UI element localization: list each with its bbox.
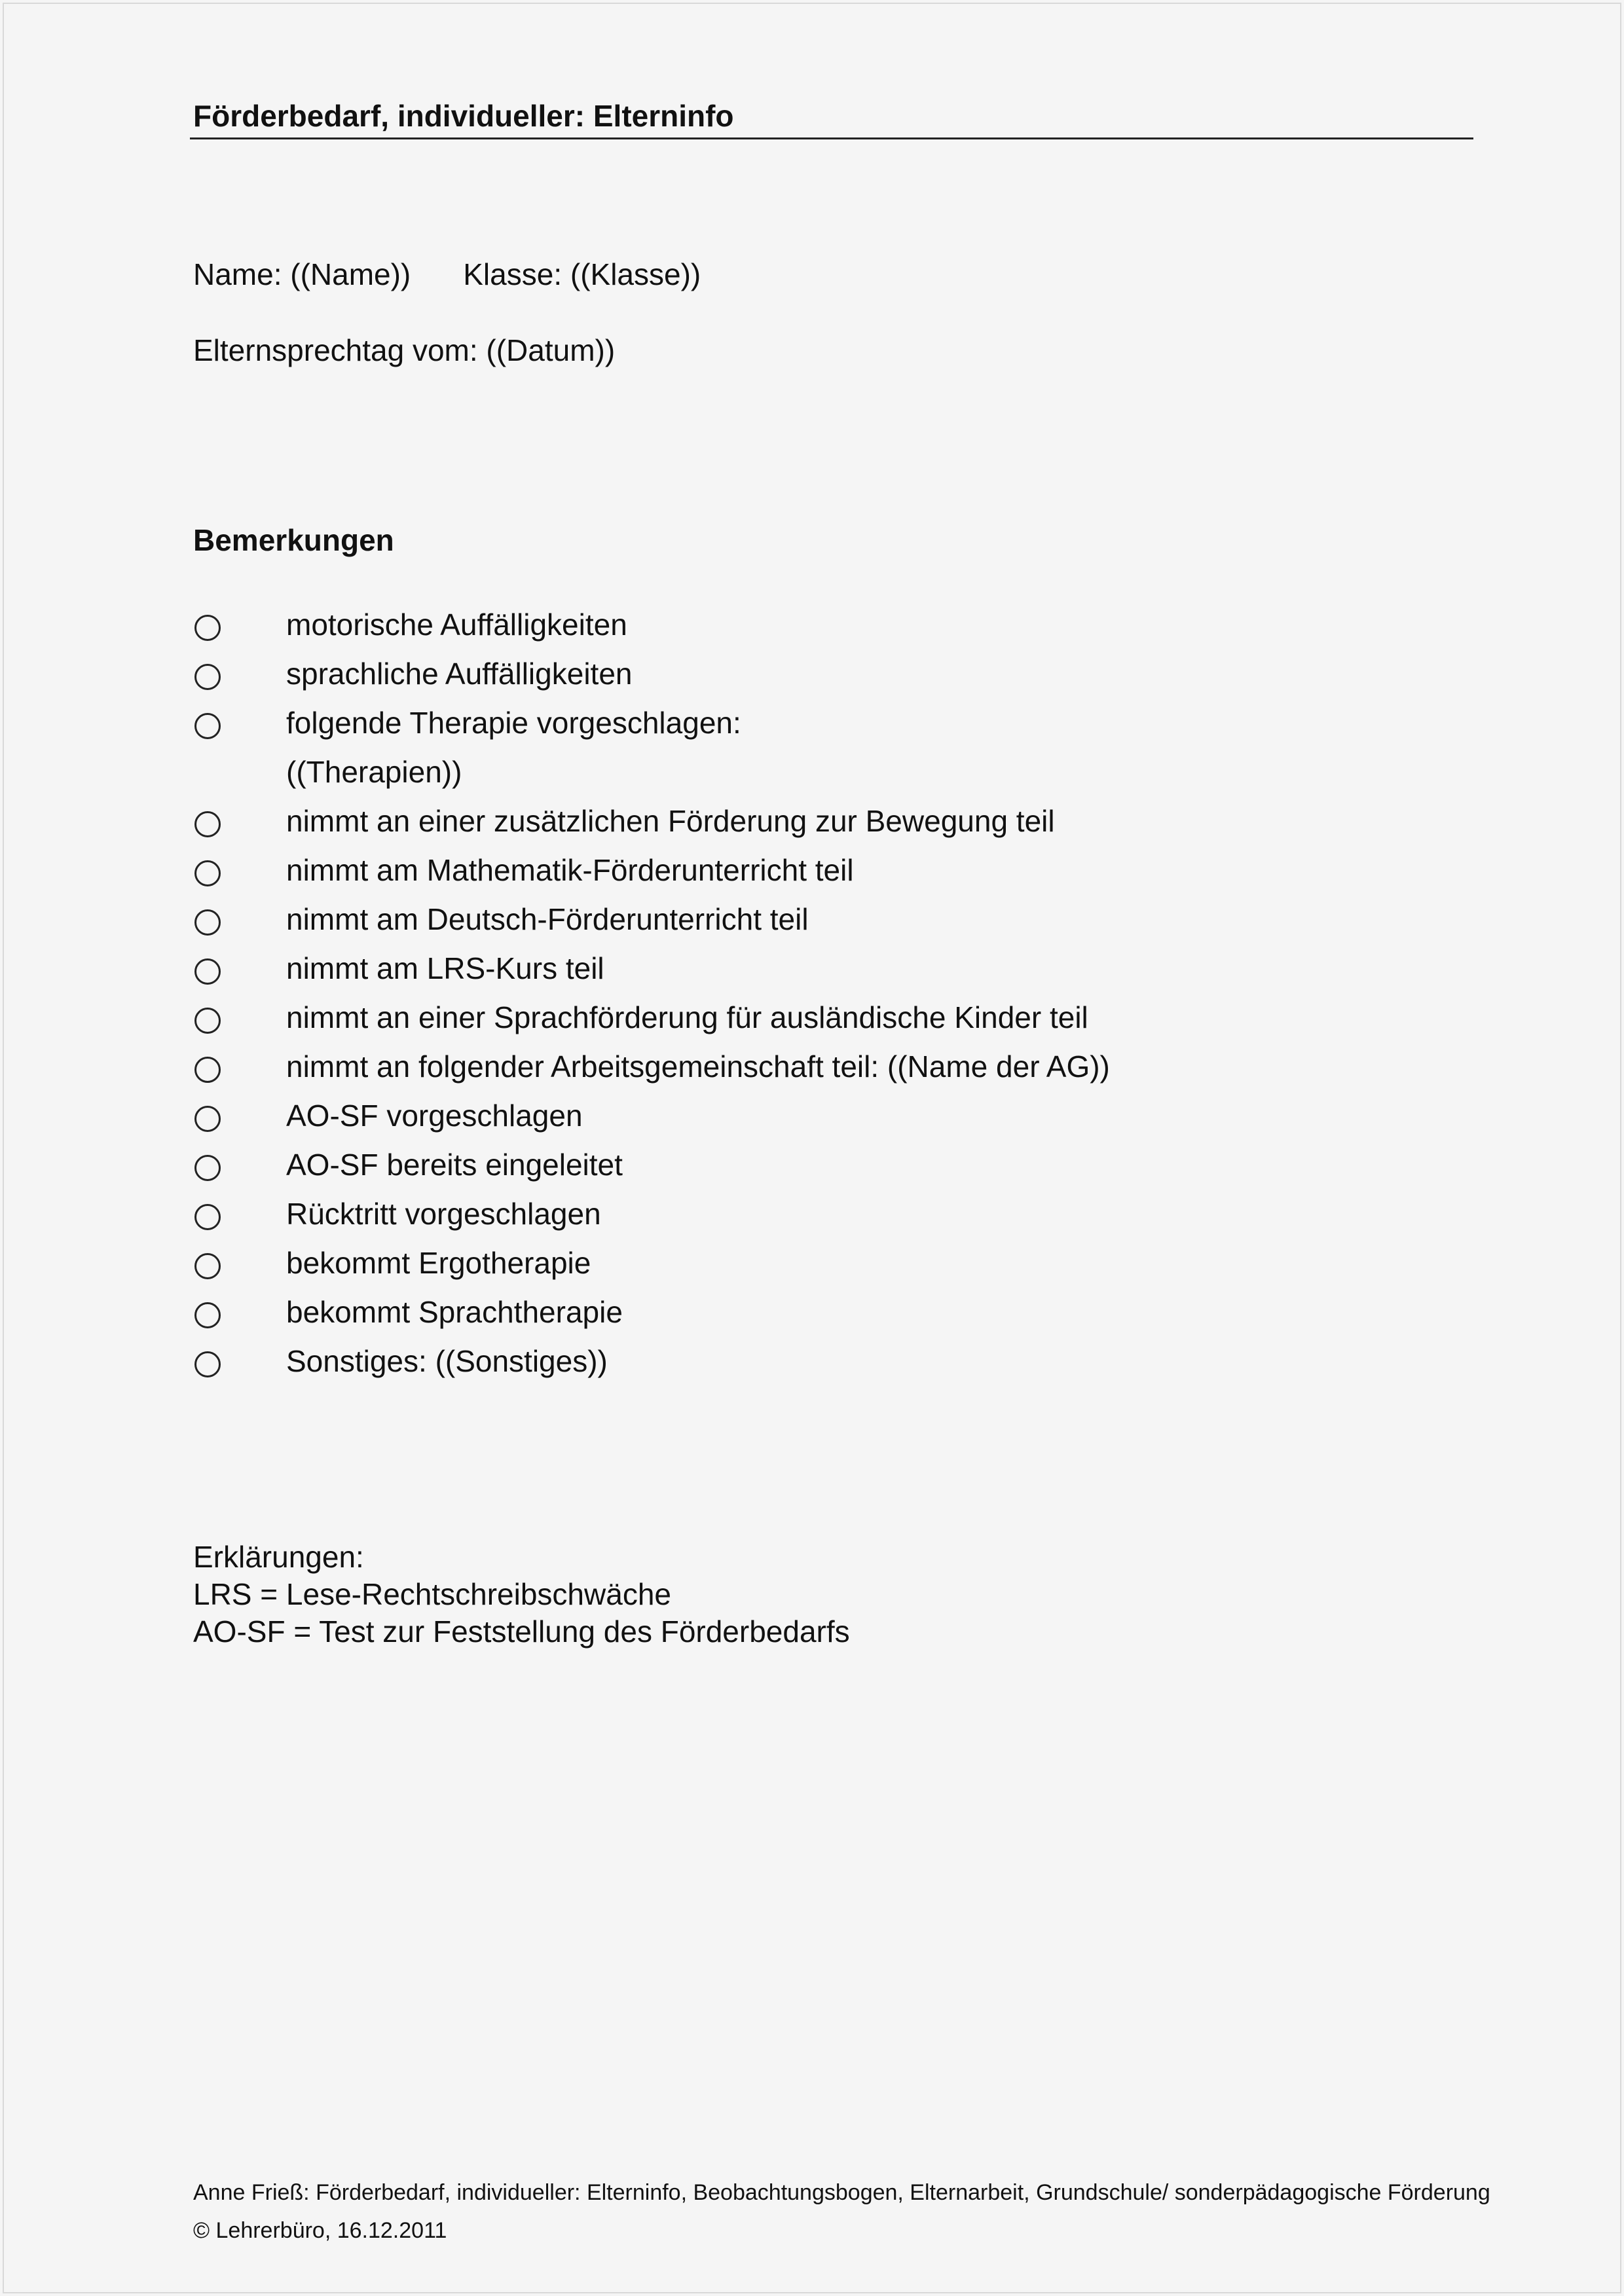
- remark-item-withdrawal: [0, 1196, 1624, 1242]
- remark-label: Rücktritt vorgeschlagen: [286, 1197, 601, 1231]
- explanation-line: AO-SF = Test zur Feststellung des Förderbedarfs: [193, 1614, 850, 1649]
- name-field: Name: ((Name)): [193, 257, 411, 291]
- remarks-heading: Bemerkungen: [193, 523, 394, 557]
- radio-circle-icon[interactable]: [194, 909, 221, 936]
- footer-copyright: © Lehrerbüro, 16.12.2011: [193, 2218, 447, 2243]
- radio-circle-icon[interactable]: [194, 958, 221, 985]
- remark-label: nimmt an einer Sprachförderung für ausländische Kinder teil: [286, 1000, 1088, 1034]
- remark-therapy-placeholder-row: [0, 754, 1624, 800]
- radio-circle-icon[interactable]: [194, 811, 221, 837]
- remark-label: nimmt am Mathematik-Förderunterricht teil: [286, 853, 854, 887]
- radio-circle-icon[interactable]: [194, 1106, 221, 1132]
- remark-item-speech: [0, 656, 1624, 702]
- remark-item-ergotherapy: [0, 1245, 1624, 1291]
- remark-item-german: [0, 902, 1624, 947]
- remark-label: nimmt an einer zusätzlichen Förderung zur Bewegung teil: [286, 804, 1055, 838]
- remark-item-other: [0, 1343, 1624, 1389]
- radio-circle-icon[interactable]: [194, 1155, 221, 1181]
- remark-label: motorische Auffälligkeiten: [286, 608, 627, 642]
- explanations-heading: Erklärungen:: [193, 1540, 364, 1574]
- remark-label: bekommt Ergotherapie: [286, 1246, 591, 1280]
- name-class-row: [193, 257, 701, 292]
- title-underline: [190, 137, 1473, 139]
- remark-item-aosf-suggested: [0, 1098, 1624, 1144]
- conference-date-field: Elternsprechtag vom: ((Datum)): [193, 333, 616, 367]
- remark-item-speech-therapy: [0, 1294, 1624, 1340]
- footer: [193, 2174, 1490, 2250]
- remark-label: nimmt am Deutsch-Förderunterricht teil: [286, 902, 809, 936]
- remark-item-math: [0, 852, 1624, 898]
- remark-label: bekommt Sprachtherapie: [286, 1295, 623, 1329]
- radio-circle-icon[interactable]: [194, 1351, 221, 1377]
- therapy-placeholder: ((Therapien)): [286, 755, 462, 789]
- remark-item-therapy-suggested: [0, 705, 1624, 751]
- radio-circle-icon[interactable]: [194, 1302, 221, 1328]
- remark-item-language-support: [0, 1000, 1624, 1046]
- radio-circle-icon[interactable]: [194, 713, 221, 739]
- radio-circle-icon[interactable]: [194, 1204, 221, 1230]
- remark-label: AO-SF bereits eingeleitet: [286, 1148, 623, 1182]
- remark-label: nimmt am LRS-Kurs teil: [286, 951, 604, 985]
- remark-label: nimmt an folgender Arbeitsgemeinschaft teil: ((Name der AG)): [286, 1049, 1110, 1084]
- remark-item-movement: [0, 803, 1624, 849]
- footer-source: Anne Frieß: Förderbedarf, individueller: Elterninfo, Beobachtungsbogen, Elternarbeit, Grundschule/ sonderpädagogische Förderung: [193, 2180, 1490, 2205]
- remark-label: AO-SF vorgeschlagen: [286, 1099, 583, 1133]
- remark-item-lrs: [0, 951, 1624, 996]
- remark-label: folgende Therapie vorgeschlagen:: [286, 706, 741, 740]
- remark-label: sprachliche Auffälligkeiten: [286, 657, 633, 691]
- explanation-line: LRS = Lese-Rechtschreibschwäche: [193, 1577, 671, 1611]
- document-title: Förderbedarf, individueller: Elterninfo: [193, 99, 734, 133]
- remark-item-motor: [0, 607, 1624, 653]
- radio-circle-icon[interactable]: [194, 615, 221, 641]
- radio-circle-icon[interactable]: [194, 1057, 221, 1083]
- radio-circle-icon[interactable]: [194, 664, 221, 690]
- radio-circle-icon[interactable]: [194, 1253, 221, 1279]
- remark-item-working-group: [0, 1049, 1624, 1095]
- remark-item-aosf-initiated: [0, 1147, 1624, 1193]
- remark-label: Sonstiges: ((Sonstiges)): [286, 1344, 608, 1378]
- radio-circle-icon[interactable]: [194, 860, 221, 886]
- class-field: Klasse: ((Klasse)): [463, 257, 701, 291]
- explanations-block: [193, 1539, 850, 1650]
- radio-circle-icon[interactable]: [194, 1008, 221, 1034]
